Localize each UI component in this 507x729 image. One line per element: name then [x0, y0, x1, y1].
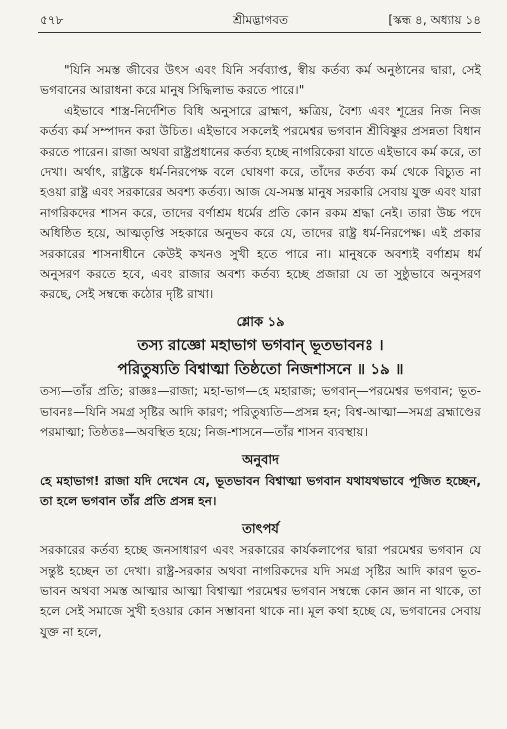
verse-line-1: তস্য রাজ্ঞো মহাভাগ ভগবান্ ভূতভাবনঃ ।: [137, 336, 384, 355]
translation-text: হে মহাভাগ! রাজা যদি দেখেন যে, ভূতভাবন বিশ্বাত্মা ভগবান যথাযথভাবে পূজিত হচ্ছেন, তা হলে ভগবান তাঁর প্রতি প্রসন্ন হন।: [40, 473, 481, 509]
book-title: শ্রীমদ্ভাগবত: [232, 13, 288, 27]
verse-label: শ্লোক ১৯: [236, 314, 285, 330]
verse-line-2: পরিতুষ্যতি বিশ্বাত্মা তিষ্ঠতো নিজশাসনে ॥ ১৯ ॥: [117, 360, 404, 379]
chapter-reference: [স্কন্ধ ৪, অধ্যায় ১৪: [388, 13, 481, 27]
page-header: [40, 12, 481, 32]
page-number: ৫৭৮: [40, 13, 64, 27]
quote-paragraph: "যিনি সমস্ত জীবের উৎস এবং যিনি সর্বব্যাপ্ত, স্বীয় কর্তব্য কর্ম অনুষ্ঠানের দ্বারা, সেই ভগবানের আরাধনা করে মানুষ সিদ্ধিলাভ করতে পারে।": [40, 63, 481, 98]
page-body: [40, 60, 481, 642]
header-rule: [38, 32, 481, 33]
commentary-paragraph: এইভাবে শাস্ত্র-নির্দেশিত বিধি অনুসারে ব্রাহ্মণ, ক্ষত্রিয়, বৈশ্য এবং শূদ্রের নিজ নিজ কর্তব্য কর্ম সম্পাদন করা উচিত। এইভাবে সকলেই পরমেশ্বর ভগবান শ্রীবিষ্ণুর প্রসন্নতা বিধান করতে পারেন। রাজা অথবা রাষ্ট্রপ্রধানের কর্তব্য হচ্ছে নাগরিকেরা যাতে এইভাবে কর্ম করে, তা দেখা। অর্থাৎ, রাষ্ট্রকে ধর্ম-নিরপেক্ষ বলে ঘোষণা করে, তাঁদের কর্তব্য কর্ম থেকে বিচ্যুত না হওয়া রাষ্ট্র এবং সরকারের অবশ্য কর্তব্য। আজ যে-সমস্ত মানুষ সরকারি সেবায় যুক্ত এবং যারা নাগরিকদের শাসন করে, তাদের বর্ণাশ্রম ধর্মের প্রতি কোন রকম শ্রদ্ধা নেই। তারা উচ্চ পদে অধিষ্ঠিত হয়ে, আত্মতৃপ্তি সহকারে অনুভব করে যে, তাদের রাষ্ট্র ধর্ম-নিরপেক্ষ। এই প্রকার সরকারের শাসনাধীনে কেউই কখনও সুখী হতে পারে না। মানুষকে অবশ্যই বর্ণাশ্রম ধর্ম অনুসরণ করতে হবে, এবং রাজার অবশ্য কর্তব্য হচ্ছে প্রজারা যে তা সুষ্ঠুভাবে অনুসরণ করছে, সেই সম্বন্ধে কঠোর দৃষ্টি রাখা।: [40, 103, 481, 302]
purport-text: সরকারের কর্তব্য হচ্ছে জনসাধারণ এবং সরকারের কার্যকলাপের দ্বারা পরমেশ্বর ভগবান যে সন্তুষ্ট হচ্ছেন তা দেখা। রাষ্ট্র-সরকার অথবা নাগরিকদের যদি সমগ্র সৃষ্টির আদি কারণ ভূত-ভাবন অথবা সমস্ত আত্মার আত্মা বিশ্বাত্মা পরমেশ্বর ভগবান সম্বন্ধে কোন জ্ঞান না থাকে, তা হলে সেই সমাজে সুখী হওয়ার কোন সম্ভাবনা থাকে না। মূল কথা হচ্ছে যে, ভগবানের সেবায় যুক্ত না হলে,: [40, 543, 481, 639]
synonyms-paragraph: তস্য—তাঁর প্রতি; রাজ্ঞঃ—রাজা; মহা-ভাগ—হে মহারাজ; ভগবান্—পরমেশ্বর ভগবান; ভূত-ভাবনঃ—যিনি সমগ্র সৃষ্টির আদি কারণ; পরিতুষ্যতি—প্রসন্ন হন; বিশ্ব-আত্মা—সমগ্র ব্রহ্মাণ্ডের পরমাত্মা; তিষ্ঠতঃ—অবস্থিত হয়ে; নিজ-শাসনে—তাঁর শাসন ব্যবস্থায়।: [40, 384, 481, 440]
translation-heading: অনুবাদ: [242, 452, 279, 468]
purport-heading: তাৎপর্য: [242, 521, 279, 537]
